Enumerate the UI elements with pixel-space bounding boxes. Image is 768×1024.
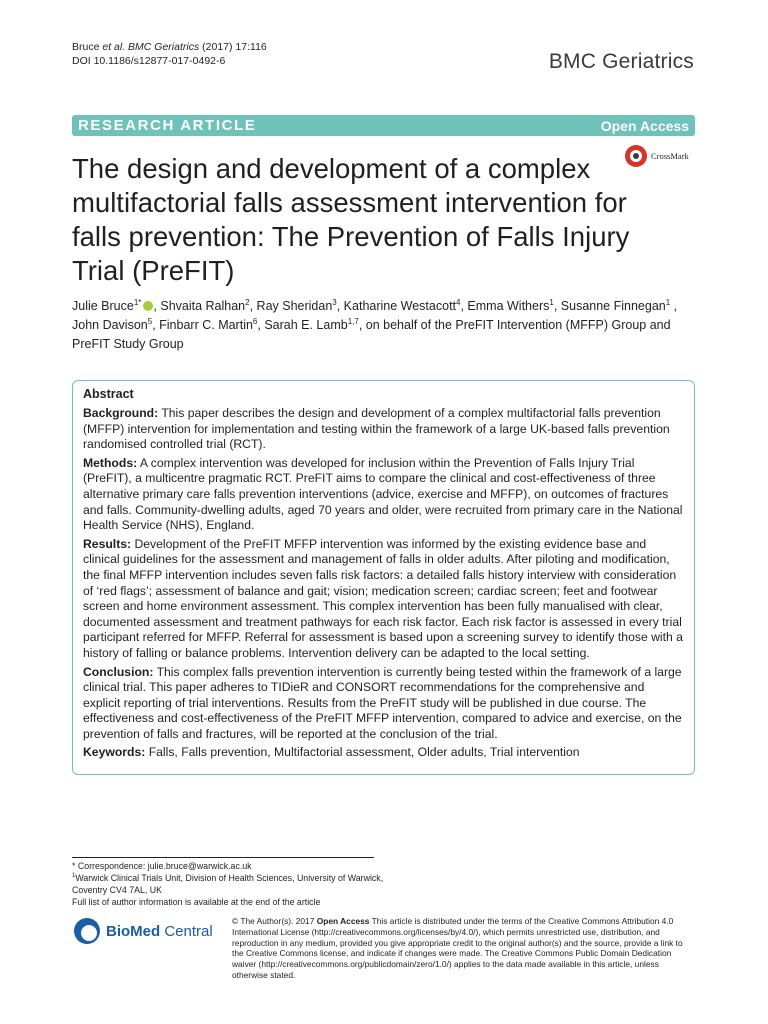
crossmark-icon bbox=[625, 145, 647, 167]
author-name[interactable]: , John Davison bbox=[72, 299, 678, 332]
author-affiliation: 1 bbox=[549, 297, 554, 307]
section-label: Conclusion: bbox=[83, 664, 154, 679]
citation-year-volume: (2017) 17:116 bbox=[199, 41, 267, 53]
journal-name: BMC Geriatrics bbox=[548, 50, 694, 73]
crossmark-label: CrossMark bbox=[651, 151, 689, 161]
publisher-name-central: Central bbox=[160, 922, 213, 940]
license-statement bbox=[232, 916, 694, 981]
abstract-box bbox=[72, 380, 695, 775]
doi[interactable]: DOI 10.1186/s12877-017-0492-6 bbox=[72, 55, 226, 67]
section-text: This paper describes the design and development of a complex multifactorial falls prevention (MFFP) intervention for implementation and testing within the framework of a large UK-based falls prevention randomised controlled trial (RCT). bbox=[83, 406, 670, 452]
biomed-central-icon bbox=[74, 918, 100, 944]
affiliation bbox=[72, 872, 392, 896]
section-label: Results: bbox=[83, 536, 132, 551]
citation-journal: BMC Geriatrics bbox=[128, 41, 200, 53]
license-text: This article is distributed under the terms of the Creative Commons Attribution 4.0 International License (http://creativecommons.org/licenses/by/4.0/), which permits unrestricted use, distribution, and reproduction in any medium, provided you give appropriate credit to the original author(s) and the source, provide a link to the Creative Commons license, and indicate if changes were made. The Creative Commons Public Domain Dedication waiver (http://creativecommons.org/publicdomain/zero/1.0/) applies to the data made available in this article, unless otherwise stated. bbox=[232, 916, 683, 980]
affiliation-text: Warwick Clinical Trials Unit, Division of Health Sciences, University of Warwick, Coventry CV4 7AL, UK bbox=[72, 873, 384, 895]
abstract-methods bbox=[83, 456, 684, 534]
biomed-central-logo[interactable] bbox=[74, 918, 213, 944]
author-group: , on behalf of the PreFIT Intervention (MFFP) Group and PreFIT Study Group bbox=[72, 318, 671, 351]
author-affiliation: 2 bbox=[245, 297, 250, 307]
author-affiliation: 5 bbox=[147, 316, 153, 326]
author-name[interactable]: , Finbarr C. Martin bbox=[152, 318, 253, 332]
correspondence[interactable]: * Correspondence: julie.bruce@warwick.ac.uk bbox=[72, 861, 252, 871]
author-affiliation: 1* bbox=[133, 297, 142, 307]
section-label: Background: bbox=[83, 406, 159, 420]
footnote-divider bbox=[72, 857, 374, 858]
author-name[interactable]: , Sarah E. Lamb bbox=[257, 318, 348, 332]
open-access-label: Open Access bbox=[600, 117, 689, 134]
citation-authors: Bruce bbox=[72, 41, 103, 53]
section-label: Methods: bbox=[83, 455, 138, 470]
author-list bbox=[72, 297, 694, 354]
abstract-results bbox=[83, 537, 684, 662]
citation-line bbox=[72, 40, 267, 54]
license-open-access: Open Access bbox=[316, 916, 370, 926]
section-text: Falls, Falls prevention, Multifactorial assessment, Older adults, Trial intervention bbox=[145, 745, 580, 760]
abstract-background bbox=[83, 406, 684, 453]
section-label: Keywords: bbox=[83, 745, 146, 760]
section-text: This complex falls prevention intervention is currently being tested within the framework of a large clinical trial. This paper adheres to TIDieR and CONSORT recommendations for the comprehensive and explicit reporting of trial interventions. Results from the PreFIT study will be published in due course. The effectiveness and cost-effectiveness of the PreFIT MFFP intervention, compared to advice and exercise, on the prevention of falls and fractures, will be reported at the conclusion of the trial. bbox=[83, 664, 682, 741]
copyright: © The Author(s). 2017 bbox=[232, 916, 317, 926]
author-affiliation: 1 bbox=[665, 297, 671, 307]
article-type: RESEARCH ARTICLE bbox=[78, 117, 257, 134]
section-text: Development of the PreFIT MFFP intervention was informed by the existing evidence base and clinical guidelines for the assessment and management of falls in older adults. After piloting and modification, the final MFFP intervention includes seven falls risk factors: a detailed falls history interview with consideration of ‘red flags’; assessment of balance and gait; vision; medication screen; cardiac screen; feet and footwear screen and home environment assessment. This complex intervention has been fully manualised with clear, documented assessment and treatment pathways for each risk factor. Each risk factor is assessed in every trial participant referred for MFFP. Referral for assessment is based upon a screening survey to identify those with a history of falling or balance problems. Intervention delivery can be adapted to the local setting. bbox=[83, 536, 683, 660]
author-affiliation: 1,7 bbox=[347, 316, 359, 326]
abstract-keywords bbox=[83, 745, 684, 761]
publisher-name bbox=[106, 923, 213, 940]
orcid-icon[interactable] bbox=[143, 301, 153, 311]
author-name[interactable]: , Emma Withers bbox=[460, 299, 550, 313]
author-affiliation: 4 bbox=[456, 297, 461, 307]
author-name[interactable]: Julie Bruce bbox=[72, 299, 134, 313]
author-affiliation: 6 bbox=[252, 316, 258, 326]
article-type-banner bbox=[72, 115, 695, 136]
citation-etal: et al. bbox=[102, 41, 126, 53]
section-text: A complex intervention was developed for inclusion within the Prevention of Falls Injury Trial (PreFIT), a multicentre pragmatic RCT. PreFIT aims to compare the clinical and cost-effectiveness of three alternative primary care falls prevention interventions (advice, exercise and MFFP), on outcomes of fractures and falls. Community-dwelling adults, aged 70 years and older, were recruited from primary care in the National Health Service (NHS), England. bbox=[83, 455, 683, 533]
author-name[interactable]: , Katharine Westacott bbox=[336, 299, 457, 313]
author-affiliation: 3 bbox=[332, 297, 337, 307]
author-name[interactable]: , Shvaita Ralhan bbox=[153, 299, 246, 313]
affiliation-number: 1 bbox=[72, 873, 76, 880]
abstract-heading: Abstract bbox=[83, 387, 134, 401]
author-name[interactable]: , Ray Sheridan bbox=[249, 299, 333, 313]
abstract-conclusion bbox=[83, 665, 684, 743]
crossmark-badge[interactable] bbox=[625, 145, 689, 167]
author-name[interactable]: , Susanne Finnegan bbox=[553, 299, 666, 313]
citation-header bbox=[72, 40, 267, 68]
article-title: The design and development of a complex multifactorial falls assessment intervention for falls prevention: The Prevention of Falls Injury Trial (PreFIT) bbox=[72, 153, 630, 286]
publisher-name-bio: BioMed bbox=[106, 922, 161, 940]
more-author-info: Full list of author information is available at the end of the article bbox=[72, 897, 321, 907]
footnotes bbox=[72, 860, 392, 908]
